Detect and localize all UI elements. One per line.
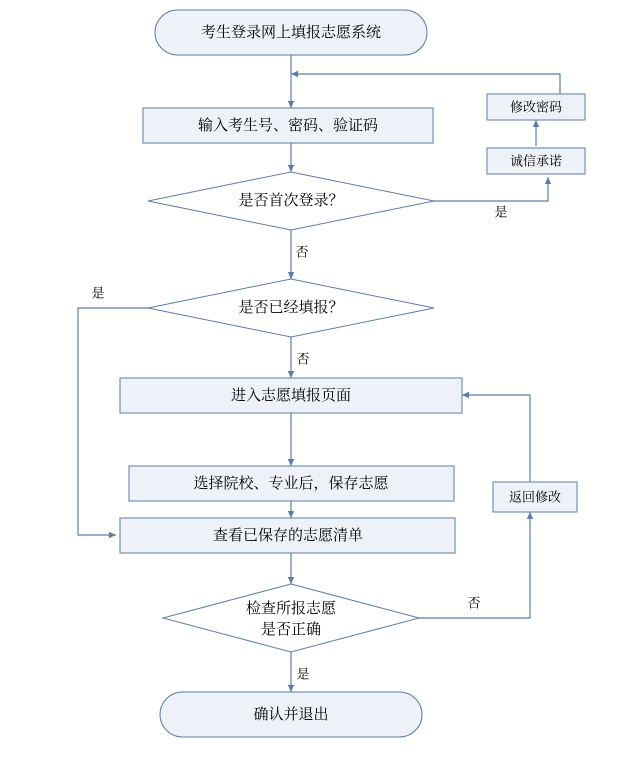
node-check-decision xyxy=(163,584,419,652)
connector-firstlogin-yes-to-promise xyxy=(434,177,548,201)
node-enter-page xyxy=(120,378,462,413)
view-list-label: 查看已保存的志愿清单 xyxy=(212,526,364,544)
node-start xyxy=(155,10,427,55)
node-first-login-decision xyxy=(148,172,434,230)
edge-label-check-no: 否 xyxy=(467,595,481,611)
node-view-list xyxy=(120,518,455,553)
node-end xyxy=(160,692,422,737)
node-back-edit xyxy=(493,482,577,512)
node-already-filled-decision xyxy=(148,279,434,337)
node-select-save xyxy=(129,466,454,501)
change-password-label: 修改密码 xyxy=(509,99,563,115)
edge-label-firstlogin-yes: 是 xyxy=(494,204,508,220)
promise-label: 诚信承诺 xyxy=(509,153,563,169)
edge-label-already-no: 否 xyxy=(296,351,310,367)
back-edit-label: 返回修改 xyxy=(508,489,562,505)
connector-backedit-to-enterpage xyxy=(462,395,530,482)
end-label: 确认并退出 xyxy=(253,705,329,723)
check-label-line1: 检查所报志愿 xyxy=(245,599,337,617)
first-login-label: 是否首次登录？ xyxy=(238,191,344,209)
edge-label-check-yes: 是 xyxy=(296,666,310,682)
connector-changepwd-to-input xyxy=(291,74,560,94)
edge-label-already-yes: 是 xyxy=(91,285,105,301)
already-filled-label: 是否已经填报？ xyxy=(238,298,344,316)
enter-page-label: 进入志愿填报页面 xyxy=(230,386,352,404)
select-save-label: 选择院校、专业后，保存志愿 xyxy=(193,474,389,492)
start-label: 考生登录网上填报志愿系统 xyxy=(200,23,382,41)
node-input xyxy=(143,108,433,143)
node-promise xyxy=(487,148,585,174)
edge-label-firstlogin-no: 否 xyxy=(295,244,309,260)
check-shape xyxy=(163,584,419,652)
node-change-password xyxy=(487,94,585,120)
input-label: 输入考生号、密码、验证码 xyxy=(197,116,379,134)
check-label-line2: 是否正确 xyxy=(260,620,322,638)
